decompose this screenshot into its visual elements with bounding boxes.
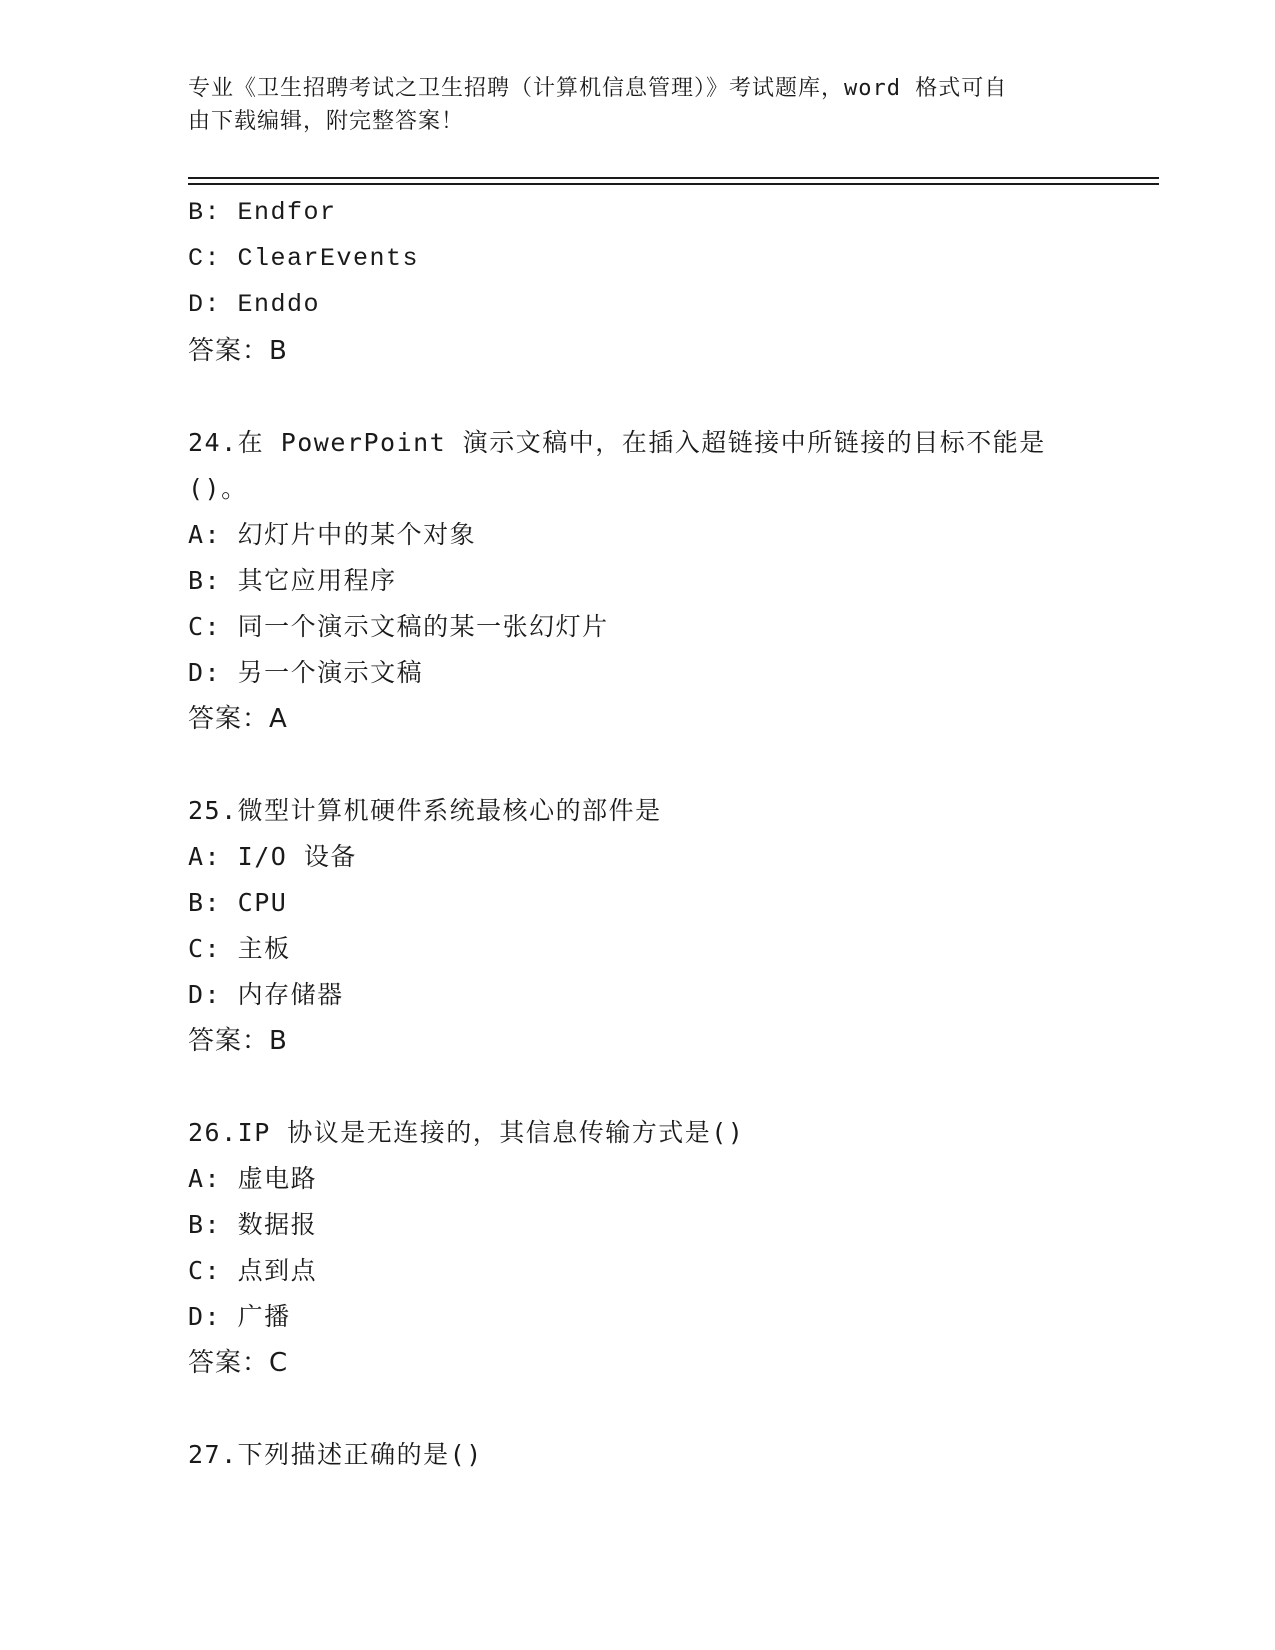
option-c: C: ClearEvents <box>188 244 420 273</box>
answer-line: 答案：B <box>188 1026 288 1056</box>
spacer <box>188 374 1088 420</box>
question-27 <box>188 1432 1088 1478</box>
spacer <box>188 1386 1088 1432</box>
question-23-continued <box>188 190 1088 374</box>
header-divider-bottom <box>188 183 1159 185</box>
option-b: B: 数据报 <box>188 1210 318 1239</box>
answer-line: 答案：B <box>188 336 288 366</box>
option-b: B: 其它应用程序 <box>188 566 397 595</box>
question-stem: 27.下列描述正确的是() <box>188 1440 483 1469</box>
spacer <box>188 742 1088 788</box>
header-line-1: 专业《卫生招聘考试之卫生招聘（计算机信息管理）》考试题库，word 格式可自 <box>188 76 1008 101</box>
question-stem: 24.在 PowerPoint 演示文稿中，在插入超链接中所链接的目标不能是 <box>188 428 1046 457</box>
document-header <box>188 72 1088 138</box>
question-stem: 26.IP 协议是无连接的，其信息传输方式是() <box>188 1118 745 1147</box>
option-d: D: 广播 <box>188 1302 291 1331</box>
question-25 <box>188 788 1088 1064</box>
question-24 <box>188 420 1088 742</box>
option-d: D: 内存储器 <box>188 980 344 1009</box>
option-d: D: Enddo <box>188 290 321 319</box>
spacer <box>188 1064 1088 1110</box>
question-stem: 25.微型计算机硬件系统最核心的部件是 <box>188 796 662 825</box>
question-stem-continued: ()。 <box>188 474 248 503</box>
option-a: A: 虚电路 <box>188 1164 318 1193</box>
question-26 <box>188 1110 1088 1386</box>
option-b: B: Endfor <box>188 198 337 227</box>
answer-line: 答案：C <box>188 1348 289 1378</box>
option-b: B: CPU <box>188 888 288 917</box>
option-d: D: 另一个演示文稿 <box>188 658 424 687</box>
option-c: C: 主板 <box>188 934 291 963</box>
option-c: C: 同一个演示文稿的某一张幻灯片 <box>188 612 609 641</box>
answer-line: 答案：A <box>188 704 288 734</box>
option-c: C: 点到点 <box>188 1256 318 1285</box>
header-divider-top <box>188 177 1159 179</box>
option-a: A: I/O 设备 <box>188 842 357 871</box>
option-a: A: 幻灯片中的某个对象 <box>188 520 477 549</box>
header-line-2: 由下载编辑，附完整答案！ <box>188 109 465 134</box>
document-body <box>188 190 1088 1478</box>
